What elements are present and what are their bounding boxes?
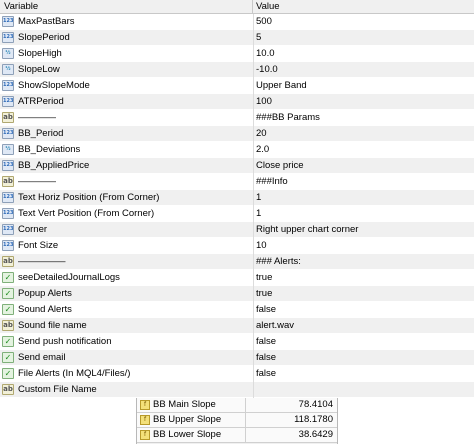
value-text: false bbox=[256, 304, 277, 315]
table-row[interactable] bbox=[0, 14, 474, 30]
value-cell[interactable] bbox=[253, 126, 474, 142]
double-type-icon: ½ bbox=[2, 144, 14, 155]
value-cell[interactable] bbox=[253, 270, 474, 286]
table-row[interactable] bbox=[0, 382, 474, 398]
variable-cell bbox=[0, 62, 252, 78]
value-column-header[interactable]: Value bbox=[256, 1, 280, 12]
variable-cell bbox=[0, 110, 252, 126]
variable-name: Sound file name bbox=[18, 320, 87, 331]
table-row[interactable] bbox=[0, 270, 474, 286]
variable-name: Popup Alerts bbox=[18, 288, 72, 299]
value-text: true bbox=[256, 272, 273, 283]
value-text: Close price bbox=[256, 160, 304, 171]
variable-cell bbox=[0, 222, 252, 238]
value-cell[interactable] bbox=[253, 94, 474, 110]
variable-name: MaxPastBars bbox=[18, 16, 75, 27]
table-row[interactable] bbox=[0, 254, 474, 270]
variable-cell bbox=[0, 334, 252, 350]
variable-name: Send email bbox=[18, 352, 66, 363]
variable-cell bbox=[0, 206, 252, 222]
value-cell[interactable] bbox=[253, 302, 474, 318]
value-text: alert.wav bbox=[256, 320, 295, 331]
variable-cell bbox=[0, 254, 252, 270]
variable-column-header[interactable]: Variable bbox=[4, 1, 39, 12]
slope-value: 78.4104 bbox=[298, 399, 333, 410]
table-header bbox=[0, 0, 474, 14]
table-row[interactable] bbox=[0, 350, 474, 366]
int-type-icon: 123 bbox=[2, 208, 14, 219]
table-row[interactable] bbox=[0, 190, 474, 206]
bool-type-icon: ✓ bbox=[2, 272, 14, 283]
column-separator[interactable] bbox=[252, 0, 253, 14]
value-text: 20 bbox=[256, 128, 267, 139]
table-row[interactable] bbox=[0, 318, 474, 334]
variable-name: File Alerts (In MQL4/Files/) bbox=[18, 368, 131, 379]
value-cell[interactable] bbox=[253, 222, 474, 238]
bb-indicator-icon: f bbox=[140, 400, 150, 410]
value-text: 500 bbox=[256, 16, 272, 27]
variable-name: SlopeLow bbox=[18, 64, 60, 75]
table-row[interactable] bbox=[0, 46, 474, 62]
value-cell[interactable] bbox=[253, 286, 474, 302]
string-type-icon: ab bbox=[3, 113, 13, 121]
variable-cell bbox=[0, 78, 252, 94]
int-type-icon: 123 bbox=[2, 16, 14, 27]
table-row[interactable] bbox=[0, 206, 474, 222]
table-row[interactable] bbox=[0, 302, 474, 318]
variable-name: Custom File Name bbox=[18, 384, 97, 395]
slope-value: 38.6429 bbox=[298, 429, 333, 440]
variable-cell bbox=[0, 270, 252, 286]
value-text: false bbox=[256, 368, 277, 379]
variable-name: ————— bbox=[18, 256, 66, 267]
value-cell[interactable] bbox=[253, 382, 474, 398]
table-row[interactable] bbox=[0, 30, 474, 46]
variable-name: Text Horiz Position (From Corner) bbox=[18, 192, 160, 203]
bb-indicator-icon: f bbox=[140, 415, 150, 425]
value-text: 2.0 bbox=[256, 144, 270, 155]
value-text: ###Info bbox=[256, 176, 288, 187]
inputs-rows bbox=[0, 14, 474, 398]
int-type-icon: 123 bbox=[2, 240, 14, 251]
slope-label: BB Lower Slope bbox=[153, 429, 222, 440]
enum-type-icon: 123 bbox=[2, 80, 14, 91]
slope-label: BB Upper Slope bbox=[153, 414, 222, 425]
variable-name: ———— bbox=[18, 176, 56, 187]
variable-name: BB_Deviations bbox=[18, 144, 81, 155]
value-cell[interactable] bbox=[253, 238, 474, 254]
table-row[interactable] bbox=[0, 366, 474, 382]
variable-cell bbox=[0, 126, 252, 142]
table-row[interactable] bbox=[0, 222, 474, 238]
variable-cell bbox=[0, 174, 252, 190]
double-type-icon: ½ bbox=[2, 64, 14, 75]
variable-cell bbox=[0, 46, 252, 62]
variable-cell bbox=[0, 238, 252, 254]
variable-cell bbox=[0, 190, 252, 206]
table-row[interactable] bbox=[0, 174, 474, 190]
value-text: 10.0 bbox=[256, 48, 275, 59]
variable-name: Text Vert Position (From Corner) bbox=[18, 208, 155, 219]
column-separator bbox=[245, 398, 246, 413]
table-row[interactable] bbox=[0, 158, 474, 174]
variable-cell bbox=[0, 318, 252, 334]
slope-value: 118.1780 bbox=[294, 414, 333, 425]
value-cell[interactable] bbox=[253, 350, 474, 366]
int-type-icon: 123 bbox=[2, 32, 14, 43]
double-type-icon: ½ bbox=[2, 48, 14, 59]
string-type-icon: ab bbox=[3, 177, 13, 185]
variable-cell bbox=[0, 302, 252, 318]
slope-row bbox=[137, 428, 337, 443]
table-row[interactable] bbox=[0, 94, 474, 110]
bool-type-icon: ✓ bbox=[2, 288, 14, 299]
column-separator bbox=[245, 428, 246, 443]
bb-indicator-icon: f bbox=[140, 430, 150, 440]
bool-type-icon: ✓ bbox=[2, 352, 14, 363]
variable-name: SlopeHigh bbox=[18, 48, 62, 59]
value-cell[interactable] bbox=[253, 190, 474, 206]
value-cell[interactable] bbox=[253, 46, 474, 62]
string-type-icon: ab bbox=[3, 385, 13, 393]
value-cell[interactable] bbox=[253, 174, 474, 190]
variable-name: seeDetailedJournalLogs bbox=[18, 272, 120, 283]
variable-cell bbox=[0, 142, 252, 158]
value-text: 10 bbox=[256, 240, 267, 251]
value-cell[interactable] bbox=[253, 142, 474, 158]
variable-name: ———— bbox=[18, 112, 56, 123]
table-row[interactable] bbox=[0, 334, 474, 350]
value-cell[interactable] bbox=[253, 62, 474, 78]
column-separator bbox=[245, 413, 246, 428]
variable-name: SlopePeriod bbox=[18, 32, 70, 43]
table-row[interactable] bbox=[0, 62, 474, 78]
bool-type-icon: ✓ bbox=[2, 368, 14, 379]
table-row[interactable] bbox=[0, 238, 474, 254]
string-type-icon: ab bbox=[3, 257, 13, 265]
variable-cell bbox=[0, 366, 252, 382]
variable-name: BB_AppliedPrice bbox=[18, 160, 90, 171]
variable-cell bbox=[0, 14, 252, 30]
table-row[interactable] bbox=[0, 142, 474, 158]
table-row[interactable] bbox=[0, 286, 474, 302]
value-text: 1 bbox=[256, 192, 262, 203]
table-row[interactable] bbox=[0, 126, 474, 142]
int-type-icon: 123 bbox=[2, 96, 14, 107]
enum-type-icon: 123 bbox=[2, 224, 14, 235]
value-text: ###BB Params bbox=[256, 112, 320, 123]
value-text: Upper Band bbox=[256, 80, 307, 91]
value-text: true bbox=[256, 288, 273, 299]
value-text: ### Alerts: bbox=[256, 256, 301, 267]
value-text: false bbox=[256, 336, 277, 347]
slope-row bbox=[137, 413, 337, 428]
value-cell[interactable] bbox=[253, 318, 474, 334]
variable-name: Corner bbox=[18, 224, 48, 235]
int-type-icon: 123 bbox=[2, 128, 14, 139]
variable-cell bbox=[0, 382, 252, 398]
value-text: 5 bbox=[256, 32, 262, 43]
slope-row bbox=[137, 398, 337, 413]
value-cell[interactable] bbox=[253, 206, 474, 222]
value-text: Right upper chart corner bbox=[256, 224, 359, 235]
variable-cell bbox=[0, 350, 252, 366]
variable-name: ShowSlopeMode bbox=[18, 80, 90, 91]
value-text: false bbox=[256, 352, 277, 363]
value-cell[interactable] bbox=[253, 110, 474, 126]
enum-type-icon: 123 bbox=[2, 160, 14, 171]
value-cell[interactable] bbox=[253, 334, 474, 350]
value-text: 100 bbox=[256, 96, 272, 107]
variable-name: Send push notification bbox=[18, 336, 112, 347]
variable-cell bbox=[0, 286, 252, 302]
string-type-icon: ab bbox=[3, 321, 13, 329]
table-row[interactable] bbox=[0, 78, 474, 94]
value-cell[interactable] bbox=[253, 78, 474, 94]
slope-values-panel bbox=[136, 398, 338, 444]
value-cell[interactable] bbox=[253, 30, 474, 46]
variable-name: BB_Period bbox=[18, 128, 64, 139]
value-text: 1 bbox=[256, 208, 262, 219]
slope-label: BB Main Slope bbox=[153, 399, 216, 410]
value-cell[interactable] bbox=[253, 254, 474, 270]
value-cell[interactable] bbox=[253, 158, 474, 174]
table-row[interactable] bbox=[0, 110, 474, 126]
variable-name: ATRPeriod bbox=[18, 96, 64, 107]
variable-cell bbox=[0, 94, 252, 110]
value-cell[interactable] bbox=[253, 14, 474, 30]
value-text: -10.0 bbox=[256, 64, 278, 75]
int-type-icon: 123 bbox=[2, 192, 14, 203]
variable-name: Sound Alerts bbox=[18, 304, 72, 315]
variable-cell bbox=[0, 30, 252, 46]
bool-type-icon: ✓ bbox=[2, 336, 14, 347]
variable-name: Font Size bbox=[18, 240, 59, 251]
value-cell[interactable] bbox=[253, 366, 474, 382]
bool-type-icon: ✓ bbox=[2, 304, 14, 315]
variable-cell bbox=[0, 158, 252, 174]
